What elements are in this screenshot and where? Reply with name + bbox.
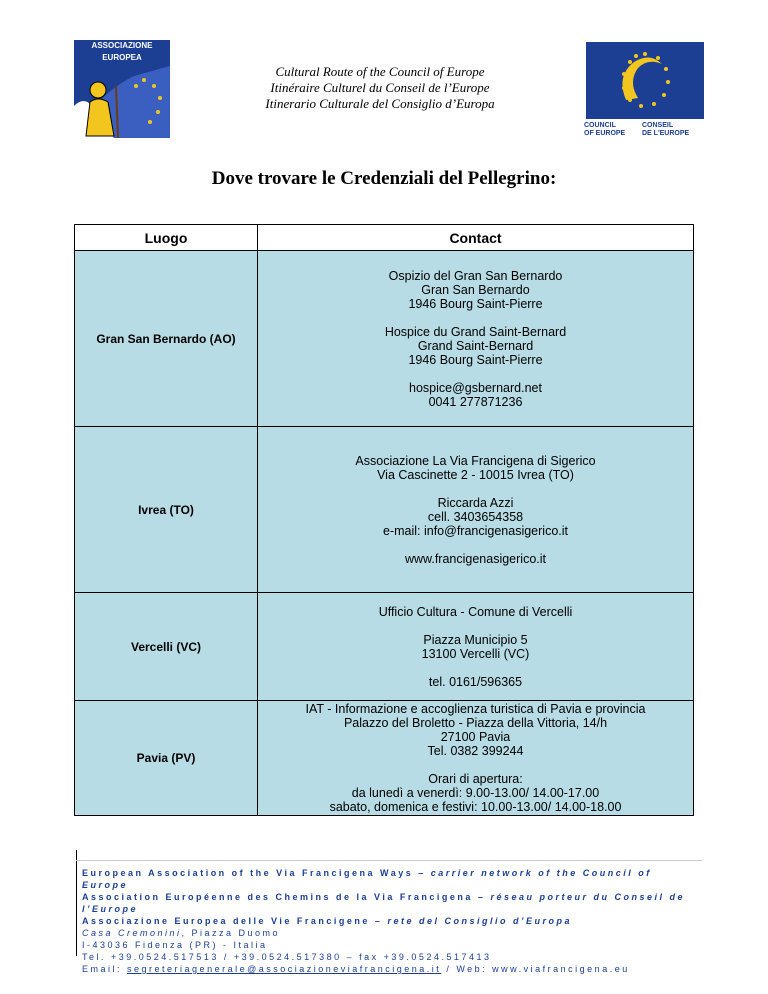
footer-it-network: rete del Consiglio d’Europa — [387, 916, 572, 926]
place-cell: Vercelli (VC) — [75, 593, 258, 701]
footer-vertical-rule — [76, 850, 77, 956]
header-line-it: Itinerario Culturale del Consiglio d’Europa — [265, 96, 495, 111]
council-caption-en — [584, 122, 625, 138]
contact-line: 1946 Bourg Saint-Pierre — [408, 296, 543, 311]
footer-en-name: European Association of the Via Francigena Ways – — [82, 868, 426, 878]
table-header-row — [75, 225, 694, 251]
contact-cell — [258, 593, 694, 701]
council-of-europe-logo — [574, 40, 714, 135]
footer-fr-name: Association Européenne des Chemins de la Via Francigena – — [82, 892, 486, 902]
table-row — [75, 251, 694, 427]
footer-line-en — [82, 867, 702, 891]
logo-pilgrim-illustration — [74, 66, 170, 138]
contact-line: IAT - Informazione e accoglienza turistica di Pavia e provincia — [305, 702, 646, 716]
page-title: Dove trovare le Credenziali del Pellegrino: — [211, 168, 557, 189]
contact-line: 27100 Pavia — [440, 730, 511, 744]
place-cell: Gran San Bernardo (AO) — [75, 251, 258, 427]
place-cell: Ivrea (TO) — [75, 427, 258, 593]
contact-line: Piazza Municipio 5 — [423, 632, 528, 647]
contact-line: 13100 Vercelli (VC) — [421, 646, 530, 661]
footer-line-it — [82, 915, 702, 927]
contact-line: Riccarda Azzi — [437, 495, 514, 510]
column-header-contact: Contact — [258, 225, 694, 251]
contact-line: Orari di apertura: — [428, 772, 523, 786]
council-caption-en-1: COUNCIL — [584, 122, 616, 129]
association-logo — [74, 40, 170, 138]
table-row — [75, 701, 694, 816]
contact-line: Ufficio Cultura - Comune di Vercelli — [378, 604, 573, 619]
contact-email: e-mail: info@francigenasigerico.it — [383, 523, 568, 538]
footer-horizontal-rule — [76, 860, 702, 861]
footer-en-network: carrier network of the Council of Europe — [82, 868, 652, 890]
contact-line: Associazione La Via Francigena di Sigerico — [355, 453, 596, 468]
contact-cell — [258, 427, 694, 593]
credentials-table — [74, 224, 694, 816]
footer-web: / Web: www.viafrancigena.eu — [446, 964, 630, 974]
header-line-fr: Itinéraire Culturel du Conseil de l’Europe — [270, 80, 490, 95]
header-route-lines — [220, 64, 540, 112]
footer — [82, 867, 702, 975]
column-header-luogo: Luogo — [75, 225, 258, 251]
logo-text-line1: ASSOCIAZIONE EUROPEA — [91, 41, 153, 62]
contact-line: Via Cascinette 2 - 10015 Ivrea (TO) — [377, 467, 574, 482]
footer-building: Casa Cremonini — [82, 928, 182, 938]
contact-line: cell. 3403654358 — [427, 509, 524, 524]
contact-line: sabato, domenica e festivi: 10.00-13.00/ 14.00-18.00 — [329, 800, 622, 814]
contact-line: Grand Saint-Bernard — [417, 338, 534, 353]
council-caption-en-2: OF EUROPE — [584, 130, 626, 137]
council-caption-fr-1: CONSEIL — [642, 122, 674, 129]
footer-email-link[interactable]: segreteriagenerale@associazioneviafrancigena.it — [127, 964, 442, 974]
footer-phones: Tel. +39.0524.517513 / +39.0524.517380 – fax +39.0524.517413 — [82, 952, 492, 962]
footer-fr-network: réseau porteur du Conseil de l’Europe — [82, 892, 685, 914]
contact-cell — [258, 701, 694, 816]
contact-line: da lunedì a venerdì: 9.00-13.00/ 14.00-17.00 — [351, 786, 600, 800]
council-caption-fr-2: DE L'EUROPE — [642, 130, 690, 137]
footer-email-label: Email: — [82, 964, 123, 974]
contact-line: Ospizio del Gran San Bernardo — [388, 268, 563, 283]
contact-line: Gran San Bernardo — [421, 282, 530, 297]
place-cell: Pavia (PV) — [75, 701, 258, 816]
footer-address-1 — [82, 927, 702, 939]
council-of-europe-flag — [586, 42, 704, 119]
contact-line: Palazzo del Broletto - Piazza della Vittoria, 14/h — [343, 716, 608, 730]
footer-it-name: Associazione Europea delle Vie Francigene – — [82, 916, 383, 926]
table-row — [75, 427, 694, 593]
contact-website: www.francigenasigerico.it — [404, 551, 547, 566]
contact-line: Hospice du Grand Saint-Bernard — [384, 324, 567, 339]
contact-email: hospice@gsbernard.net — [409, 380, 542, 395]
footer-street: , Piazza Duomo — [181, 928, 281, 938]
footer-address-2: I-43036 Fidenza (PR) - Italia — [82, 940, 268, 950]
footer-contacts — [82, 963, 702, 975]
contact-line: 1946 Bourg Saint-Pierre — [408, 352, 543, 367]
association-logo-banner — [74, 40, 170, 66]
contact-phone: 0041 277871236 — [428, 394, 523, 409]
footer-line-fr — [82, 891, 702, 915]
header-line-en: Cultural Route of the Council of Europe — [275, 64, 485, 79]
contact-line: Tel. 0382 399244 — [427, 744, 524, 758]
table-row — [75, 593, 694, 701]
contact-phone: tel. 0161/596365 — [428, 674, 523, 689]
council-caption-fr — [642, 122, 689, 138]
contact-cell — [258, 251, 694, 427]
